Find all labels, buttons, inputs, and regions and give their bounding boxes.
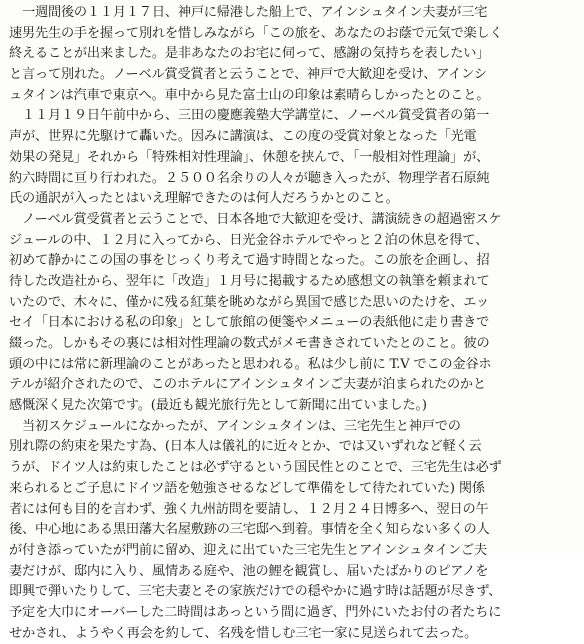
text-line: 予定を大巾にオーバーした二時間はあっという間に過ぎ、門外にいたお付の者たちに [9,604,502,620]
text-line: せかされ、ようやく再会を約して、名残を惜しむ三宅一家に見送られて去った。 [9,625,478,641]
text-line: と言って別れた。ノーベル賞受賞者と云うことで、神戸で大歓迎を受け、アインシ [9,67,487,83]
text-line: 後、中心地にある黒田藩大名屋敷跡の三宅邸へ到着。事情を全く知らない多くの人 [9,522,490,538]
text-line: 速男先生の手を握って別れを惜しみながら「この旅を、あなたのお蔭で元気で楽しく [9,25,503,41]
text-line: うが、ドイツ人は約束したことは必ず守るという国民性とのことで、三宅先生は必ず [9,460,502,476]
text-line: １１月１９日午前中から、三田の慶應義塾大学講堂に、ノーベル賞受賞者の第一 [9,108,490,124]
text-line: 約六時間に亘り行われた。２５００名余りの人々が聴き入ったが、物理学者石原純 [9,170,490,186]
text-line: 声が、世界に先駆けて轟いた。因みに講演は、この度の受賞対象となった「光電 [9,129,477,145]
text-line: 者には何も目的を言わず、強く九州訪問を要請し、１２月２４日博多へ、翌日の午 [9,501,489,517]
text-line: 当初スケジュールになかったが、アインシュタインは、三宅先生と神戸での [9,418,461,434]
text-line: 妻だけが、邸内に入り、風情ある庭や、池の鯉を観賞し、届いたばかりのピアノを [9,563,489,579]
text-line: 待した改造社から、翌年に「改造」１月号に掲載するため感想文の執筆を頼まれて [9,273,490,289]
text-line: セイ「日本における私の印象」として旅館の便箋やメニューの表紙他に走り書きで [9,315,490,331]
text-line: テルが紹介されたので、このホテルにアインシュタインご夫妻が泊まられたのかと [9,377,486,393]
text-line: 感慨深く見た次第です。(最近も観光旅行先として新聞に出ていました。) [9,398,427,414]
text-line: 氏の通訳が入ったとはいえ理解できたのは何人だろうかとのこと。 [9,191,399,207]
text-line: 一週間後の１１月１７日、神戸に帰港した船上で、アインシュタイン夫妻が三宅 [9,5,488,20]
text-line: 初めて静かにこの国の事をじっくり考えて過す時間となった。この旅を企画し、招 [9,253,490,269]
text-line: 終えることが出来ました。是非あなたのお宅に伺って、感謝の気持ちを表したい」 [9,46,490,62]
text-line: ジュールの中、１２月に入ってから、日光金谷ホテルでやっと２泊の休息を得て、 [9,232,489,248]
text-line: 頭の中には常に新理論のことがあったと思われる。私は少し前に T.V でこの金谷ホ [9,356,492,372]
body-text [9,3,579,644]
text-line: いたので、木々に、僅かに残る紅葉を眺めながら異国で感じた思いのたけを、エッ [9,294,490,310]
text-line: が付き添っていたが門前に留め、迎えに出ていた三宅先生とアインシュタインご夫 [9,542,487,558]
text-line: 来られるとご子息にドイツ語を勉強させるなどして準備をして待たれていた) 関係 [9,480,485,496]
text-line: ュタインは汽車で東京へ。車中から見た富士山の印象は素晴らしかったとのこと。 [9,87,490,103]
text-line: 即興で弾いたりして、三宅夫妻とその家族だけでの穏やかに過す時は話題が尽きず、 [9,584,502,600]
text-line: 効果の発見」それから「特殊相対性理論」、休憩を挟んで、「一般相対性理論」が、 [9,149,490,165]
text-line: ノーベル賞受賞者と云うことで、日本各地で大歓迎を受け、講演続きの超過密スケ [9,211,502,227]
text-line: 綴った。しかもその裏には相対性理論の数式がメモ書きされていたとのこと。彼の [9,336,490,351]
text-line: 別れ際の約束を果たす為、(日本人は儀礼的に近々とか、では又いずれなど軽く云 [9,439,482,455]
